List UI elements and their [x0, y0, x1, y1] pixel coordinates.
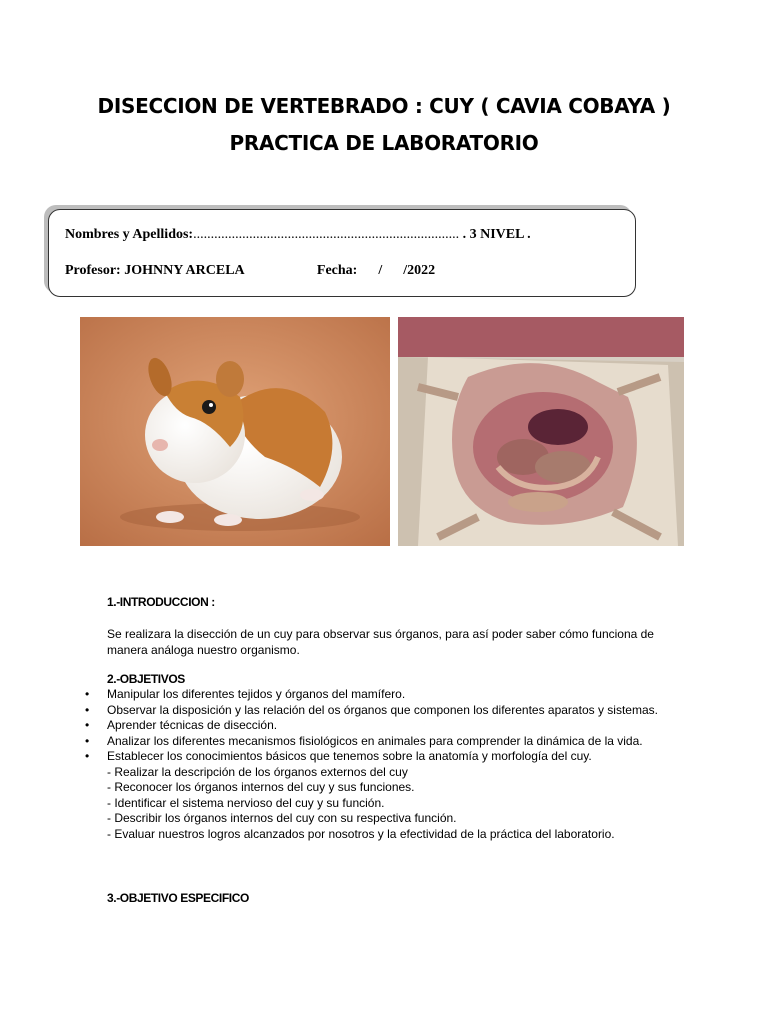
section-objetivos-heading: 2.-OBJETIVOS [107, 672, 185, 686]
teacher-name: JOHNNY ARCELA [124, 263, 244, 278]
list-item-text: Analizar los diferentes mecanismos fisiológicos en animales para comprender la dinámica de la vida. [107, 733, 643, 748]
introduccion-heading-text: 1.-INTRODUCCION : [107, 595, 215, 609]
teacher-label: Profesor: [65, 263, 121, 278]
list-item [85, 734, 665, 750]
list-item [85, 718, 665, 734]
date-label: Fecha: [316, 263, 358, 278]
list-item-text: Observar la disposición y las relación del os órganos que componen los diferentes aparatos y sistemas. [107, 702, 658, 717]
list-item [85, 703, 665, 719]
document-subtitle: PRACTICA DE LABORATORIO [229, 131, 539, 155]
list-item [85, 749, 665, 842]
sub-item: - Describir los órganos internos del cuy con su respectiva función. [107, 811, 457, 825]
dissection-photo [398, 317, 684, 546]
list-item-text: Aprender técnicas de disección. [107, 718, 278, 732]
bullet-icon: • [85, 702, 90, 717]
section-objetivo-especifico-heading: 3.-OBJETIVO ESPECIFICO [107, 891, 249, 905]
list-item [85, 687, 665, 703]
bullet-icon: • [85, 749, 90, 763]
names-label: Nombres y Apellidos: [65, 227, 194, 242]
sub-item: - Reconocer los órganos internos del cuy y sus funciones. [107, 780, 415, 794]
student-info-box [48, 209, 636, 297]
level-text: . 3 NIVEL . [462, 227, 531, 242]
list-item-text: Manipular los diferentes tejidos y órganos del mamífero. [107, 687, 406, 701]
guinea-pig-photo [80, 317, 390, 546]
section-introduccion-heading [107, 595, 215, 609]
introduccion-text: Se realizara la disección de un cuy para observar sus órganos, para así poder saber cómo funciona de manera análoga nuestro organismo. [107, 627, 654, 657]
teacher-row [65, 263, 435, 279]
sub-item: - Realizar la descripción de los órganos externos del cuy [107, 764, 408, 779]
date-value: / /2022 [378, 263, 436, 278]
names-row [65, 227, 531, 243]
document-title: DISECCION DE VERTEBRADO : CUY ( CAVIA COBAYA ) [97, 94, 671, 118]
bullet-icon: • [85, 733, 90, 748]
bullet-icon: • [85, 718, 90, 732]
names-blank: ............................................................................ [193, 227, 460, 242]
sub-item: - Identificar el sistema nervioso del cuy y su función. [107, 795, 385, 810]
list-item-text: Establecer los conocimientos básicos que tenemos sobre la anatomía y morfología del cuy. [107, 749, 592, 763]
bullet-icon: • [85, 687, 90, 701]
objetivos-list [85, 687, 665, 842]
sub-item: - Evaluar nuestros logros alcanzados por nosotros y la efectividad de la práctica del laboratorio. [107, 826, 615, 841]
